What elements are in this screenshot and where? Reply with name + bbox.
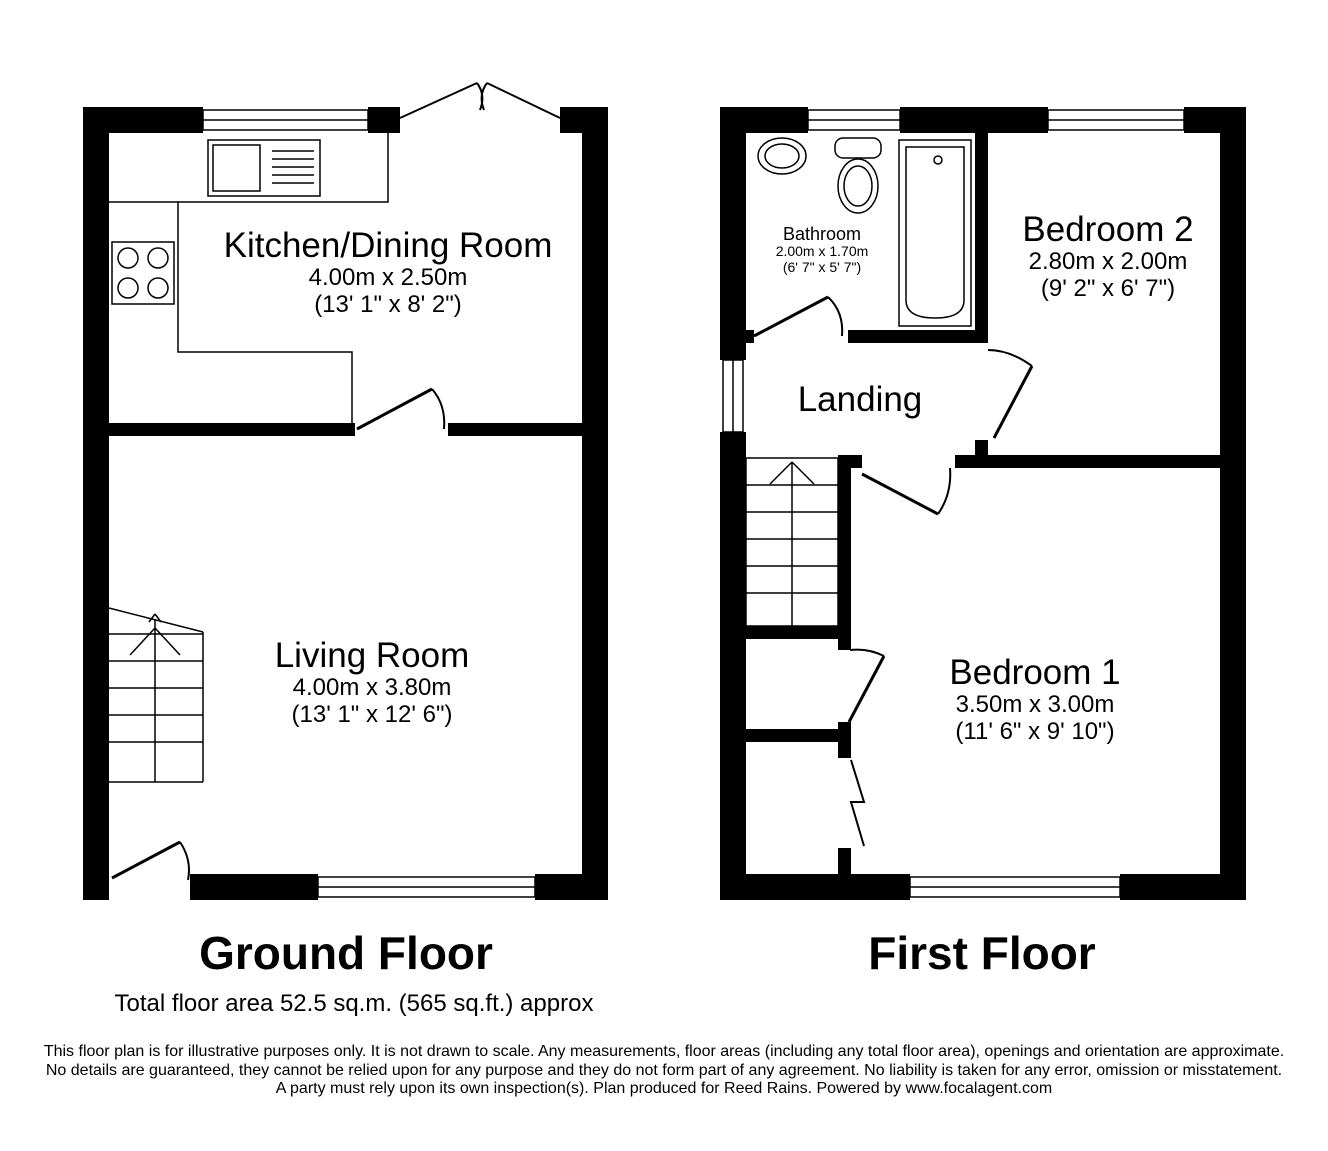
room-imperial: (13' 1" x 8' 2") [314,291,462,319]
kitchen-french-doors [400,83,560,118]
kitchen-door [357,389,444,429]
bath-icon [899,140,971,326]
first-floor-title: First Floor [868,927,1096,979]
ground-floor-title: Ground Floor [199,927,493,979]
room-name: Bathroom [782,224,862,244]
disclaimer-text: This floor plan is for illustrative purposes only. It is not drawn to scale. Any measurements, floor areas (including any total floor area), openings and orientation are approximate. No details are guaranteed, they cannot be relied upon for any purpose and they do not form part of any agreement. No liability is taken for any error, omission or misstatement. A party must rely upon its own inspection(s). Plan produced for Reed Rains. Powered by www.focalagent.com [43,1043,1285,1097]
room-imperial: (6' 7" x 5' 7") [782,258,862,275]
room-metric: 3.50m x 3.00m [955,691,1115,719]
hob-icon [112,242,174,304]
living-room-label [222,636,522,729]
room-metric: 4.00m x 2.50m [308,264,468,292]
bathroom-label [752,224,892,276]
toilet-icon [835,138,881,158]
ground-floor-plan [83,83,608,900]
room-metric: 2.00m x 1.70m [775,243,869,260]
kitchen-dining-label [198,226,578,319]
room-name: Kitchen/Dining Room [223,226,553,265]
bedroom-1-label [900,653,1170,746]
room-imperial: (13' 1" x 12' 6") [291,701,453,729]
ground-floor-stairs [109,608,203,782]
room-name: Landing [797,380,923,419]
room-name: Bedroom 2 [1022,210,1194,249]
front-door [112,842,189,880]
room-name: Living Room [274,636,470,675]
room-metric: 4.00m x 3.80m [292,674,452,702]
room-imperial: (11' 6" x 9' 10") [955,718,1115,746]
room-imperial: (9' 2" x 6' 7") [1040,275,1176,303]
landing-label [780,380,940,419]
kitchen-sink-icon [208,140,320,196]
room-metric: 2.80m x 2.00m [1028,248,1188,276]
room-name: Bedroom 1 [949,653,1121,692]
bedroom-2-label [988,210,1228,303]
first-floor-stairs [746,458,838,626]
total-floor-area: Total floor area 52.5 sq.m. (565 sq.ft.) approx [114,990,594,1017]
